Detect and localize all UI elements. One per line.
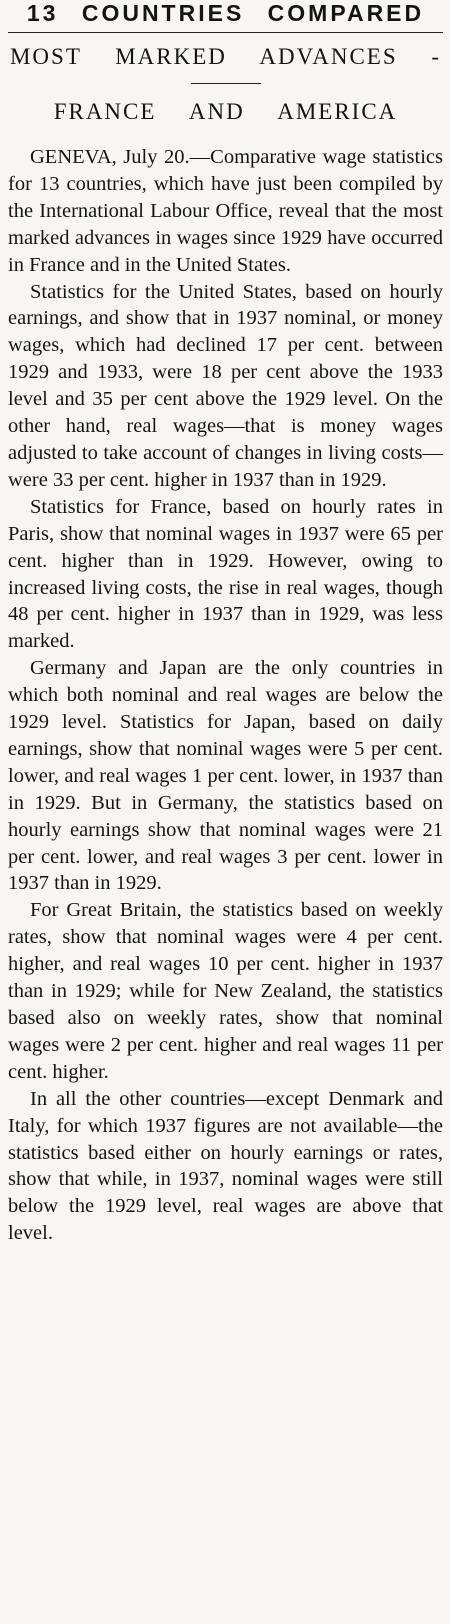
paragraph: Germany and Japan are the only countries in which both nominal and real wages are below the 1929 level. Statistics for Japan, based on daily earnings, show that nominal wages were 5 per cent. lower, and real wages 1 per cent. lower, in 1937 than in 1929. But in Germany, the statistics based on hourly earnings show that nominal wages were 21 per cent. lower, and real wages 3 per cent. lower in 1937 than in 1929. <box>8 657 443 895</box>
article-body <box>8 144 443 1247</box>
headline: 13 COUNTRIES COMPARED <box>26 0 425 26</box>
deck-line-2: FRANCE AND AMERICA <box>53 99 398 124</box>
paragraph: In all the other countries—except Denmark and Italy, for which 1937 figures are not available—the statistics based either on hourly earnings or rates, show that while, in 1937, nominal wages were still below the 1929 level, real wages are above that level. <box>8 1087 443 1245</box>
paragraph: Statistics for the United States, based on hourly earnings, and show that in 1937 nominal, or money wages, which had declined 17 per cent. between 1929 and 1933, were 18 per cent above the 1933 level and 35 per cent above the 1929 level. On the other hand, real wages—that is money wages adjusted to take account of changes in living costs—were 33 per cent. higher in 1937 than in 1929. <box>8 280 443 491</box>
paragraph: For Great Britain, the statistics based on weekly rates, show that nominal wages were 4 per cent. higher, and real wages 10 per cent. higher in 1937 than in 1929; while for New Zealand, the statistics based also on weekly rates, show that nominal wages were 2 per cent. higher and real wages 11 per cent. higher. <box>8 899 443 1083</box>
paragraph: GENEVA, July 20.—Comparative wage statistics for 13 countries, which have just been compiled by the International Labour Office, reveal that the most marked advances in wages since 1929 have occurred in France and in the United States. <box>8 146 443 276</box>
deck-divider <box>191 83 261 84</box>
headline-rule <box>8 32 443 33</box>
deck-line-1: MOST MARKED ADVANCES - <box>9 44 442 69</box>
paragraph: Statistics for France, based on hourly rates in Paris, show that nominal wages in 1937 were 65 per cent. higher than in 1929. However, owing to increased living costs, the rise in real wages, though 48 per cent. higher in 1937 than in 1929, was less marked. <box>8 495 443 653</box>
